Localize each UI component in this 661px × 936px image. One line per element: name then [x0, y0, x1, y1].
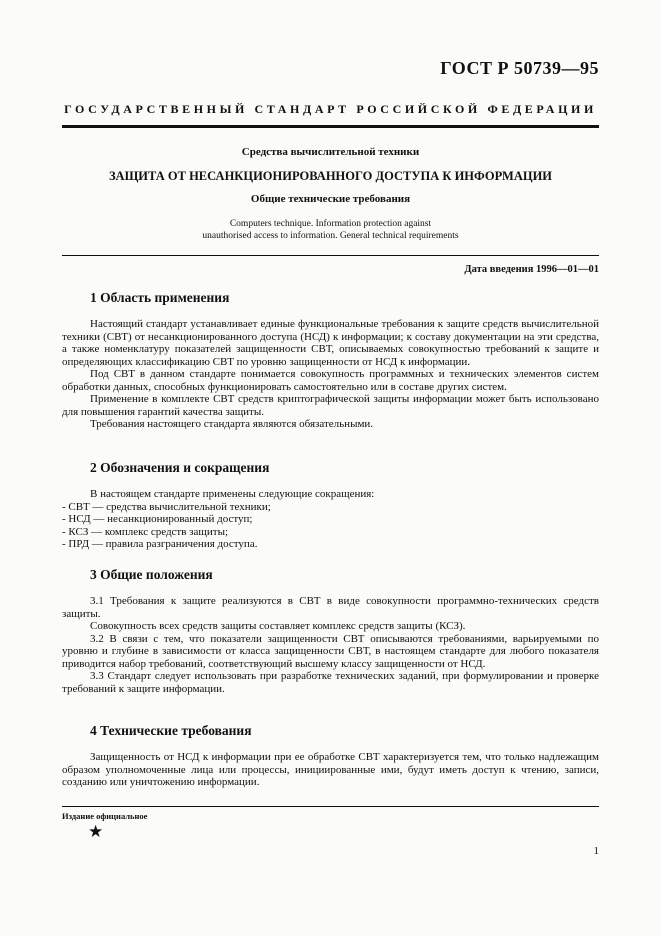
- section-heading: 4 Технические требования: [90, 723, 252, 738]
- list-item: - СВТ — средства вычислительной техники;: [62, 500, 271, 513]
- section-heading: 2 Обозначения и сокращения: [90, 460, 270, 475]
- section-technical-requirements: [62, 723, 599, 789]
- paragraph: Применение в комплекте СВТ средств криптографической защиты информации может быть использовано для повышения гарантий качества защиты.: [62, 393, 599, 418]
- star-icon: ★: [88, 822, 104, 841]
- doc-subtitle: Средства вычислительной техники: [241, 146, 420, 158]
- list-item: - НСД — несанкционированный доступ;: [62, 513, 253, 525]
- section-heading: 3 Общие положения: [90, 567, 213, 582]
- paragraph: Совокупность всех средств защиты составляет комплекс средств защиты (КСЗ).: [90, 620, 466, 632]
- paragraph: Под СВТ в данном стандарте понимается совокупность программных и технических элементов систем обработки данных, способных функционировать самостоятельно или в составе других систем.: [62, 368, 599, 393]
- edition-label: Издание официальное: [62, 811, 148, 821]
- english-title-line-2: unauthorised access to information. General technical requirements: [202, 231, 459, 241]
- paragraph: В настоящем стандарте применены следующие сокращения:: [90, 488, 375, 500]
- list-item: - КСЗ — комплекс средств защиты;: [62, 525, 229, 538]
- date-of-introduction: Дата введения 1996—01—01: [464, 264, 599, 275]
- paragraph: Защищенность от НСД к информации при ее обработке СВТ характеризуется тем, что только надлежащим образом уполномоченные лица или процессы, инициированные ими, будут иметь доступ к чтению, записи, созданию или уничтожению информации.: [62, 751, 599, 788]
- doc-subtitle-2: Общие технические требования: [250, 193, 411, 205]
- list-item: - ПРД — правила разграничения доступа.: [62, 538, 258, 550]
- english-title-line-1: Computers technique. Information protection against: [229, 219, 432, 229]
- section-heading: 1 Область применения: [90, 290, 230, 305]
- page-number: 1: [593, 845, 599, 857]
- paragraph: 3.1 Требования к защите реализуются в СВТ в виде совокупности программно-технических средств защиты.: [62, 595, 599, 620]
- section-abbreviations: [62, 460, 599, 551]
- state-standard-title: ГОСУДАРСТВЕННЫЙ СТАНДАРТ РОССИЙСКОЙ ФЕДЕРАЦИИ: [64, 102, 597, 116]
- section-general: [62, 567, 599, 695]
- section-scope: [62, 290, 599, 431]
- doc-title: ЗАЩИТА ОТ НЕСАНКЦИОНИРОВАННОГО ДОСТУПА К ИНФОРМАЦИИ: [108, 169, 553, 183]
- title-rule: [62, 255, 599, 256]
- paragraph: 3.3 Стандарт следует использовать при разработке технических заданий, при формулировании и проверке требований к защите информации.: [62, 670, 599, 695]
- header-rule: [62, 125, 599, 128]
- footer-rule: [62, 806, 599, 807]
- gost-code: ГОСТ Р 50739—95: [440, 58, 599, 78]
- paragraph: 3.2 В связи с тем, что показатели защищенности СВТ описываются требованиями, варьируемыми по уровню и глубине в зависимости от класса защищенности СВТ, в настоящем стандарте для любого показателя приводится набор требований, соответствующий высшему классу защищенности от НСД.: [62, 632, 599, 670]
- paragraph: Настоящий стандарт устанавливает единые функциональные требования к защите средств вычислительной техники (СВТ) от несанкционированного доступа (НСД) к информации; к составу документации на эти средства, а также номенклатуру показателей защищенности СВТ, описываемых совокупностью требований к защите и определяющих классификацию СВТ по уровню защищенности от НСД к информации.: [62, 318, 599, 368]
- paragraph: Требования настоящего стандарта являются обязательными.: [90, 418, 374, 430]
